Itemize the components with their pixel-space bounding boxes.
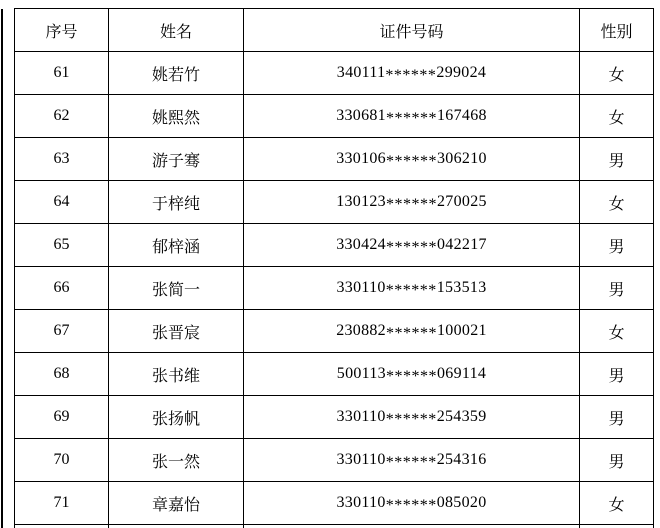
cell-name: 张书维 [109,353,244,396]
table-row [15,95,654,138]
header-id-number: 证件号码 [244,9,580,52]
cell-gender: 男 [580,224,654,267]
header-name: 姓名 [109,9,244,52]
table-row [15,396,654,439]
cell-serial: 62 [15,95,109,138]
cell-id-number: 330110******254316 [244,439,580,482]
cell-gender: 男 [580,439,654,482]
table-row [15,138,654,181]
masked-digits: ****** [386,367,437,385]
cell-name: 郁梓涵 [109,224,244,267]
cell-name: 张扬帆 [109,396,244,439]
masked-digits: ****** [385,453,437,471]
masked-digits: ****** [385,281,437,299]
cell-gender: 女 [580,310,654,353]
cell-gender: 男 [580,353,654,396]
header-gender: 性别 [580,9,654,52]
table-row-partial [15,525,654,528]
table-row [15,181,654,224]
cell-gender: 女 [580,95,654,138]
cell-name: 游子骞 [109,138,244,181]
masked-digits: ****** [386,195,437,213]
table-row [15,224,654,267]
cell-gender: 女 [580,181,654,224]
table-row [15,310,654,353]
table-row [15,52,654,95]
masked-digits: ****** [385,66,437,84]
table-row [15,267,654,310]
cell-name: 张一然 [109,439,244,482]
cell-id-number: 500113******069114 [244,353,580,396]
cell-name: 姚若竹 [109,52,244,95]
table-row [15,482,654,525]
cell-id-number: 330681******167468 [244,95,580,138]
cell-id-number: 130123******270025 [244,181,580,224]
cell-name: 张晋宸 [109,310,244,353]
masked-digits: ****** [386,109,437,127]
masked-digits: ****** [386,324,437,342]
cell-serial: 69 [15,396,109,439]
cell-id-number: 230882******100021 [244,310,580,353]
cell-serial: 63 [15,138,109,181]
cell-empty [244,525,580,528]
cell-id-number: 330106******306210 [244,138,580,181]
cell-name: 于梓纯 [109,181,244,224]
cell-empty [580,525,654,528]
cell-gender: 女 [580,482,654,525]
masked-digits: ****** [386,238,437,256]
cell-name: 章嘉怡 [109,482,244,525]
table-row [15,439,654,482]
cell-gender: 男 [580,138,654,181]
cell-empty [15,525,109,528]
cell-id-number: 330110******085020 [244,482,580,525]
cell-serial: 64 [15,181,109,224]
cell-serial: 71 [15,482,109,525]
cell-id-number: 340111******299024 [244,52,580,95]
masked-digits: ****** [385,496,437,514]
table-row [15,353,654,396]
cell-id-number: 330110******153513 [244,267,580,310]
roster-table [14,8,654,528]
cell-serial: 70 [15,439,109,482]
cell-name: 姚熙然 [109,95,244,138]
cell-gender: 男 [580,396,654,439]
cell-serial: 67 [15,310,109,353]
cell-serial: 66 [15,267,109,310]
masked-digits: ****** [386,152,437,170]
cell-id-number: 330424******042217 [244,224,580,267]
cell-serial: 68 [15,353,109,396]
cell-empty [109,525,244,528]
cell-id-number: 330110******254359 [244,396,580,439]
masked-digits: ****** [385,410,437,428]
cell-serial: 65 [15,224,109,267]
page-edge-line [1,9,3,528]
cell-gender: 男 [580,267,654,310]
table-header-row [15,9,654,52]
header-serial: 序号 [15,9,109,52]
cell-name: 张简一 [109,267,244,310]
cell-gender: 女 [580,52,654,95]
cell-serial: 61 [15,52,109,95]
